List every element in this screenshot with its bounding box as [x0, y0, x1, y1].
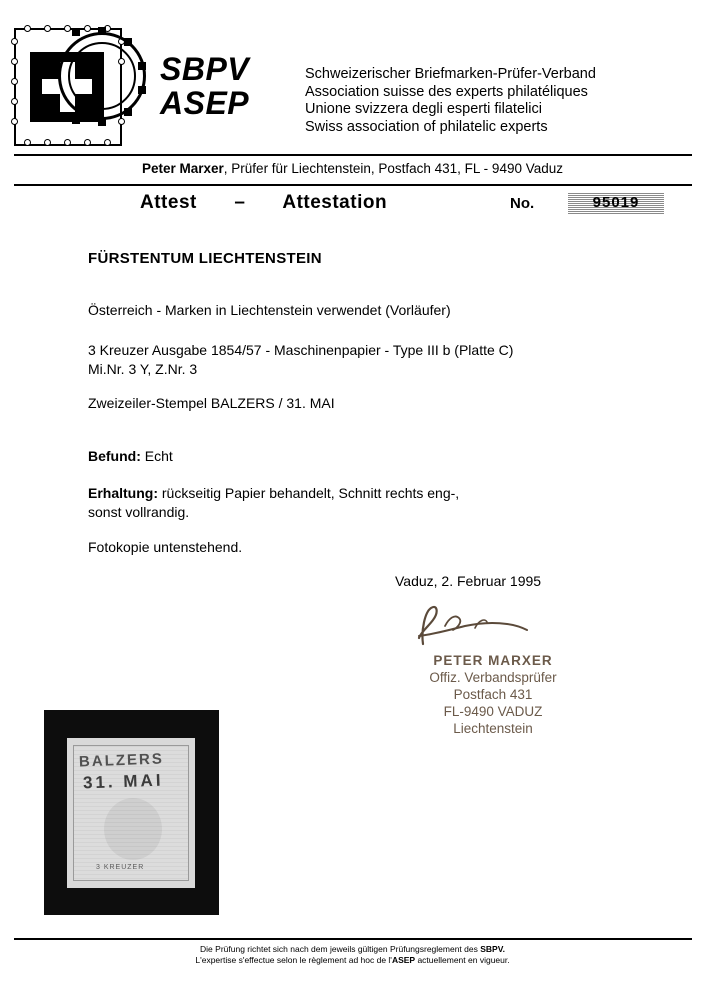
condition-value: rückseitig Papier behandelt, Schnitt rechts eng-, — [161, 485, 460, 501]
title-dash: – — [234, 192, 246, 213]
catalog-line: Mi.Nr. 3 Y, Z.Nr. 3 — [88, 361, 198, 377]
header-divider-bottom — [14, 184, 692, 186]
title-attestation: Attestation — [282, 192, 388, 213]
expert-address-line — [0, 161, 705, 176]
stamp-city: FL-9490 VADUZ — [443, 704, 543, 719]
certificate-number-label: No. — [510, 195, 535, 212]
footer-fr-a: L'expertise s'effectue selon le règlement ad hoc de l' — [195, 955, 392, 965]
stamp-role: Offiz. Verbandsprüfer — [429, 670, 557, 685]
place-and-date: Vaduz, 2. Februar 1995 — [395, 573, 542, 589]
title-attest: Attest — [140, 192, 197, 213]
footer-de-b: SBPV. — [480, 944, 505, 954]
origin-line: Österreich - Marken in Liechtenstein verwendet (Vorläufer) — [88, 302, 451, 318]
footer-line-fr — [0, 955, 705, 966]
cancel-line-2: 31. MAI — [82, 770, 164, 793]
country-heading: FÜRSTENTUM LIECHTENSTEIN — [88, 250, 322, 267]
organization-names — [305, 66, 596, 136]
condition-line — [88, 484, 459, 503]
stamp-name: PETER MARXER — [433, 653, 553, 668]
condition-line-2: sonst vollrandig. — [88, 504, 190, 520]
expert-stamp — [383, 652, 603, 737]
footer-fr-b: ASEP — [391, 955, 416, 965]
org-name-en: Swiss association of philatelic experts — [305, 118, 548, 135]
footer-line-de — [0, 944, 705, 955]
org-name-it: Unione svizzera degli esperti filatelici — [305, 101, 542, 117]
acronym-sbpv: SBPV — [160, 51, 250, 87]
handwritten-signature — [405, 600, 565, 652]
org-name-de: Schweizerischer Briefmarken-Prüfer-Verband — [305, 66, 596, 82]
photocopy-note: Fotokopie untenstehend. — [88, 539, 243, 555]
document-header — [0, 18, 705, 176]
stamp-image — [67, 738, 195, 888]
finding-label: Befund: — [88, 448, 141, 464]
footer-de-a: Die Prüfung richtet sich nach dem jeweils gültigen Prüfungsreglement des — [200, 944, 481, 954]
footer-fr-c: actuellement en vigueur. — [415, 955, 510, 965]
expert-address-rest: , Prüfer für Liechtenstein, Postfach 431, FL - 9490 Vaduz — [223, 161, 563, 176]
finding-value: Echt — [144, 448, 173, 464]
issue-line: 3 Kreuzer Ausgabe 1854/57 - Maschinenpapier - Type III b (Platte C) — [88, 342, 514, 358]
stamp-portrait-oval — [104, 798, 162, 860]
signature-icon — [405, 600, 565, 652]
footer-divider — [14, 938, 692, 940]
org-name-fr: Association suisse des experts philatéliques — [305, 83, 588, 100]
stamp-denomination: 3 KREUZER — [96, 864, 145, 871]
certificate-number-value: 95019 — [592, 194, 640, 211]
sbpv-asep-logo-icon — [14, 28, 146, 150]
footer-note — [0, 944, 705, 966]
stamp-pobox: Postfach 431 — [453, 687, 533, 702]
certificate-number-field — [568, 192, 664, 214]
header-divider-top — [14, 154, 692, 156]
cancellation-line: Zweizeiler-Stempel BALZERS / 31. MAI — [88, 395, 335, 411]
stamp-country: Liechtenstein — [453, 721, 533, 736]
page-title — [140, 192, 387, 214]
condition-label: Erhaltung: — [88, 485, 158, 501]
stamp-photocopy — [44, 710, 219, 915]
finding-line — [88, 447, 173, 466]
cancel-line-1: BALZERS — [78, 750, 165, 771]
acronym-asep: ASEP — [160, 85, 250, 121]
attest-title-row — [0, 192, 705, 222]
expert-name: Peter Marxer — [141, 161, 224, 176]
